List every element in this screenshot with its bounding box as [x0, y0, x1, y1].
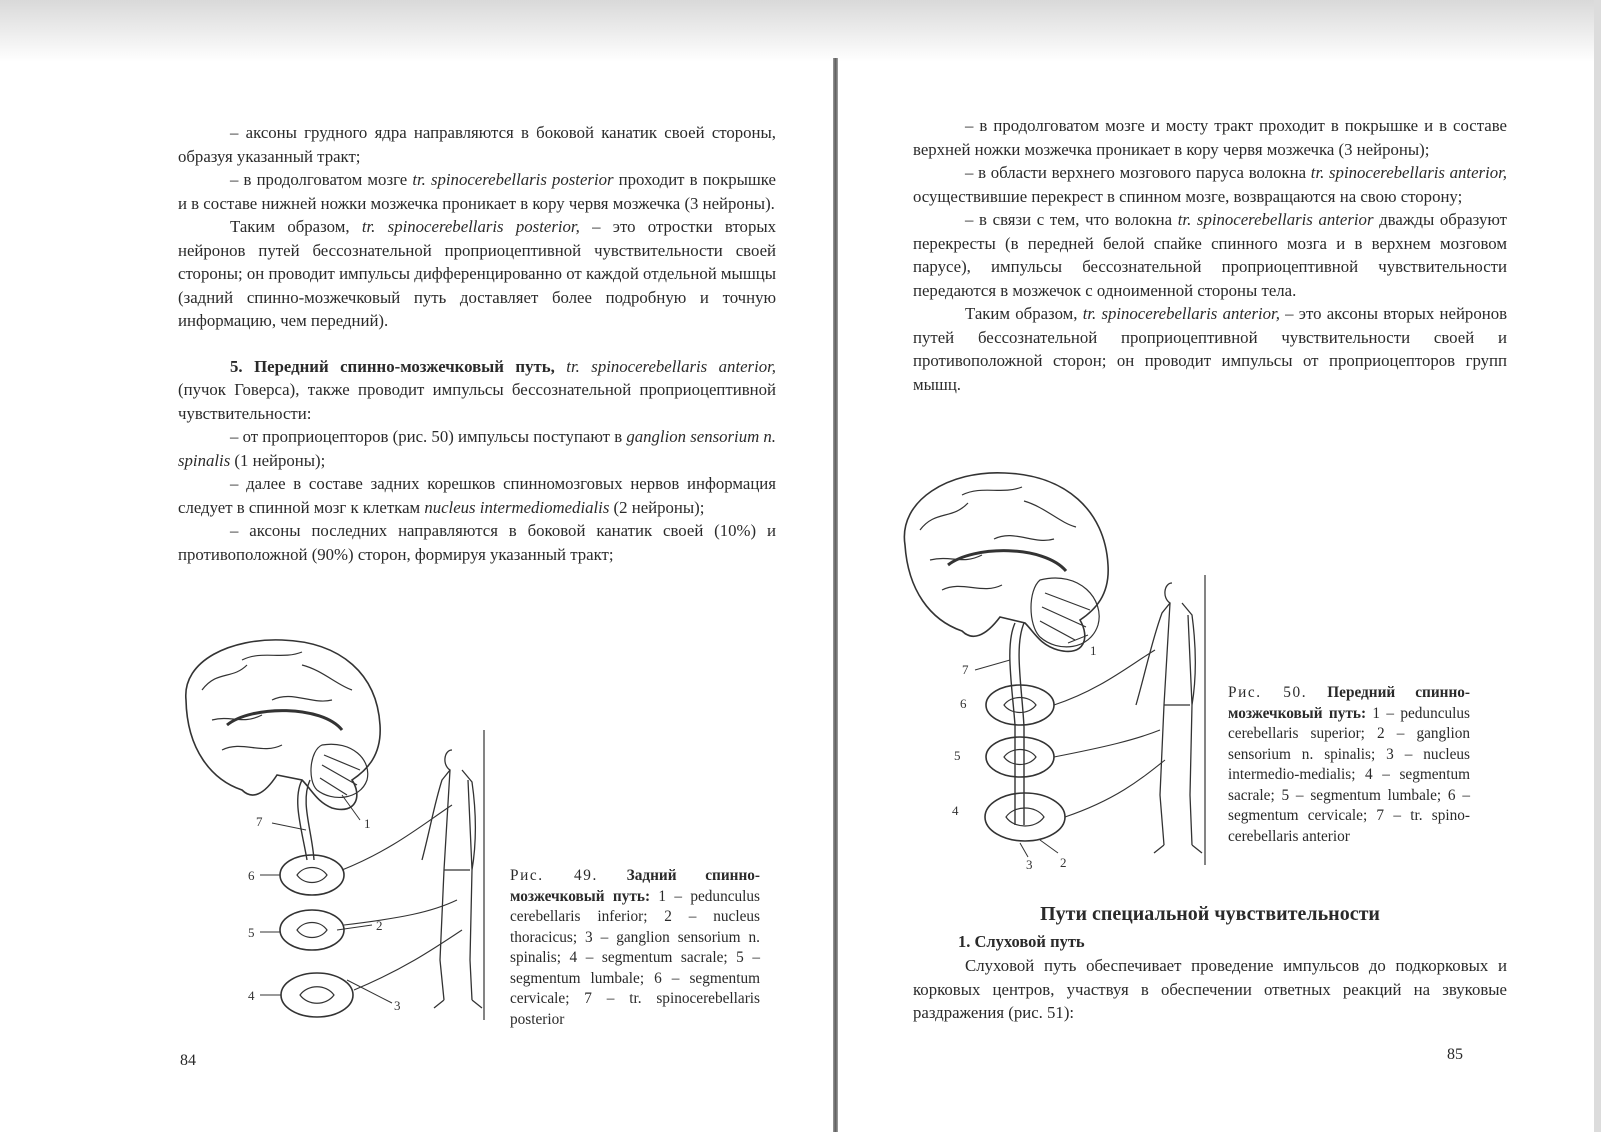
paragraph [913, 208, 1507, 302]
paragraph [913, 302, 1507, 396]
fig49-label-6: 6 [248, 868, 255, 883]
fig50-caption-body: 1 – pedunculus cerebellaris superior; 2 – ganglion sensorium n. spinalis; 3 – nucleus intermedio-medialis; 4 – segmentum sacrale; 5 – segmentum lumbale; 6 – segmentum cervicale; 7 – tr. spino-cerebellaris anterior [1228, 704, 1471, 845]
fig49-caption-title: Задний спинно-мозжечковый путь [510, 867, 761, 905]
closing-paragraph-block [913, 954, 1507, 1025]
paragraph-text: – это аксоны вторых нейронов путей бессознательной проприоцептивной чувствительности своей и противоположной сторон; он проводит импульсы от проприоцепторов групп мышц. [913, 304, 1508, 394]
nerve-fibers [1054, 650, 1165, 817]
fig50-label-2: 2 [1060, 855, 1067, 870]
fig50-label-3: 3 [1026, 857, 1033, 872]
fig50-label-4: 4 [952, 803, 959, 818]
paragraph-text: tr. spinocerebellaris anterior, [1082, 304, 1280, 323]
paragraph-text: – в продолговатом мозге и мосту тракт проходит в покрышке и в составе верхней ножки мозжечка проникает в кору червя мозжечка (3 нейроны); [913, 116, 1507, 159]
left-page-body [178, 121, 776, 566]
paragraph-text: – в продолговатом мозге [230, 170, 413, 189]
paragraph-text: 5. Передний спинно-мозжечковый путь, [230, 356, 567, 376]
fig49-caption-body: 1 – pedunculus cerebellaris inferior; 2 – nucleus thoracicus; 3 – ganglion sensorium n. spinalis; 4 – segmentum sacrale; 5 – segmentum lumbale; 6 – segmentum cervicale; 7 – tr. spinocerebellaris posterior [510, 887, 761, 1028]
paragraph [913, 161, 1507, 208]
fig50-caption-title: Передний спинно-мозжечковый путь [1228, 684, 1470, 722]
figure-50-caption: Рис. 50. Передний спинно-мозжечковый путь: 1 – pedunculus cerebellaris superior; 2 – ganglion sensorium n. spinalis; 3 – nucleus intermedio-medialis; 4 – segmentum sacrale; 5 – segmentum lumbale; 6 – segmentum cervicale; 7 – tr. spino-cerebellaris anterior [1228, 684, 1471, 845]
section-heading: Пути специальной чувствительности [1040, 903, 1380, 925]
brain-outline [904, 473, 1108, 652]
human-figure [422, 750, 482, 1008]
paragraph-text: – аксоны последних направляются в боковой канатик своей (10%) и противоположной (90%) сторон, формируя указанный тракт; [178, 521, 776, 564]
paragraph-text: Таким образом, [965, 304, 1083, 323]
paragraph-text: tr. spinocerebellaris anterior, [566, 356, 777, 376]
paragraph-text: осуществившие перекрест в спинном мозге, возвращаются на свою сторону; [913, 186, 1463, 206]
paragraph-text: – это отростки вторых нейронов путей бессознательной проприоцептивной чувствительности своей стороны; он проводит импульсы дифференцированно от каждой отдельной мышцы (задний спинно-мозжечковый путь доставляет более подробную и точную информацию, чем передний). [178, 217, 776, 330]
fig50-label-1: 1 [1090, 643, 1097, 658]
paragraph-text: tr. spinocerebellaris posterior [412, 170, 614, 189]
paragraph [178, 425, 776, 472]
fig50-label-5: 5 [954, 748, 961, 763]
cerebellum [311, 744, 368, 797]
spinal-segment-sacral [281, 973, 353, 1017]
spinal-segment-cervical [986, 685, 1054, 725]
spinal-segment-sacral [985, 793, 1065, 841]
page-number-left: 84 [180, 1052, 196, 1069]
closing-paragraph: Слуховой путь обеспечивает проведение импульсов до подкорковых и корковых центров, участвуя в обеспечении ответных реакций на звуковые раздражения (рис. 51): [913, 956, 1507, 1022]
paragraph-text: tr. spinocerebellaris posterior, [361, 217, 580, 236]
corpus-callosum [948, 551, 1066, 571]
paragraph [178, 215, 776, 333]
subsection-heading: 1. Слуховой путь [958, 932, 1085, 951]
page-number-right: 85 [1447, 1046, 1463, 1063]
page-edge [1594, 0, 1601, 1132]
fig49-label-1: 1 [364, 816, 371, 831]
fig49-label-7: 7 [256, 814, 263, 829]
fig49-label-5: 5 [248, 925, 255, 940]
paragraph-text: tr. spinocerebellaris anterior, [1310, 163, 1507, 182]
brain-gyri [202, 652, 352, 750]
fig49-label-2: 2 [376, 918, 383, 933]
paragraph-text: – от проприоцепторов (рис. 50) импульсы поступают в [230, 427, 627, 446]
spinal-segment-cervical [280, 855, 344, 895]
fig49-label-3: 3 [394, 998, 401, 1013]
brain-gyri [920, 487, 1076, 590]
paragraph-text: (1 нейроны); [230, 450, 326, 470]
figure-50-illustration [890, 465, 1220, 875]
paragraph-text: (2 нейроны); [609, 497, 705, 517]
figure-49-caption: Рис. 49. Задний спинно-мозжечковый путь: 1 – pedunculus cerebellaris inferior; 2 – nucleus thoracicus; 3 – ganglion sensorium n. spinalis; 4 – segmentum sacrale; 5 – segmentum lumbale; 6 – segmentum cervicale; 7 – tr. spinocerebellaris posterior [510, 867, 761, 1028]
paragraph-text: проходит в покрышке и в составе нижней ножки мозжечка проникает в кору червя мозжечка (3 нейроны). [178, 170, 776, 213]
paragraph-text: nucleus intermediomedialis [424, 497, 610, 517]
figure-49-illustration [172, 630, 492, 1030]
fig50-label-7: 7 [962, 662, 969, 677]
fig49-label-4: 4 [248, 988, 255, 1003]
corpus-callosum [227, 711, 342, 730]
human-figure [1136, 583, 1202, 853]
paragraph [178, 519, 776, 566]
paragraph [178, 168, 776, 215]
paragraph [178, 355, 776, 426]
paragraph-text: дважды образуют перекресты (в передней белой спайке спинного мозга и в верхнем мозговом парусе), импульсы бессознательной проприоцептивной чувствительности передаются в мозжечок с одноименной стороны тела. [913, 210, 1507, 300]
right-page [838, 0, 1594, 1132]
paragraph-text: – в связи с тем, что волокна [965, 210, 1178, 229]
fig50-caption-label: Рис. 50. [1228, 684, 1308, 701]
paragraph-text: Таким образом, [230, 217, 362, 236]
paragraph-text: (пучок Говерса), также проводит импульсы бессознательной проприоцептивной чувствительности: [178, 380, 776, 423]
paragraph [178, 121, 776, 168]
paragraph-text: – далее в составе задних корешков спинномозговых нервов информация следует в спинной мозг к клеткам [178, 474, 776, 517]
brain-outline [186, 640, 380, 810]
paragraph [178, 472, 776, 519]
paragraph-text: – в области верхнего мозгового паруса волокна [965, 163, 1311, 182]
paragraph-text: – аксоны грудного ядра направляются в боковой канатик своей стороны, образуя указанный тракт; [178, 123, 776, 166]
nerve-fibers [342, 805, 462, 990]
paragraph-text: ganglion sensorium n. spinalis [178, 427, 776, 470]
spinal-segment-lumbar [280, 910, 344, 950]
spinal-segment-lumbar [986, 737, 1054, 777]
paragraph [913, 114, 1507, 161]
fig49-caption-label: Рис. 49. [510, 867, 598, 884]
right-page-body [913, 114, 1507, 396]
paragraph-text: tr. spinocerebellaris anterior [1177, 210, 1374, 229]
fig50-label-6: 6 [960, 696, 967, 711]
